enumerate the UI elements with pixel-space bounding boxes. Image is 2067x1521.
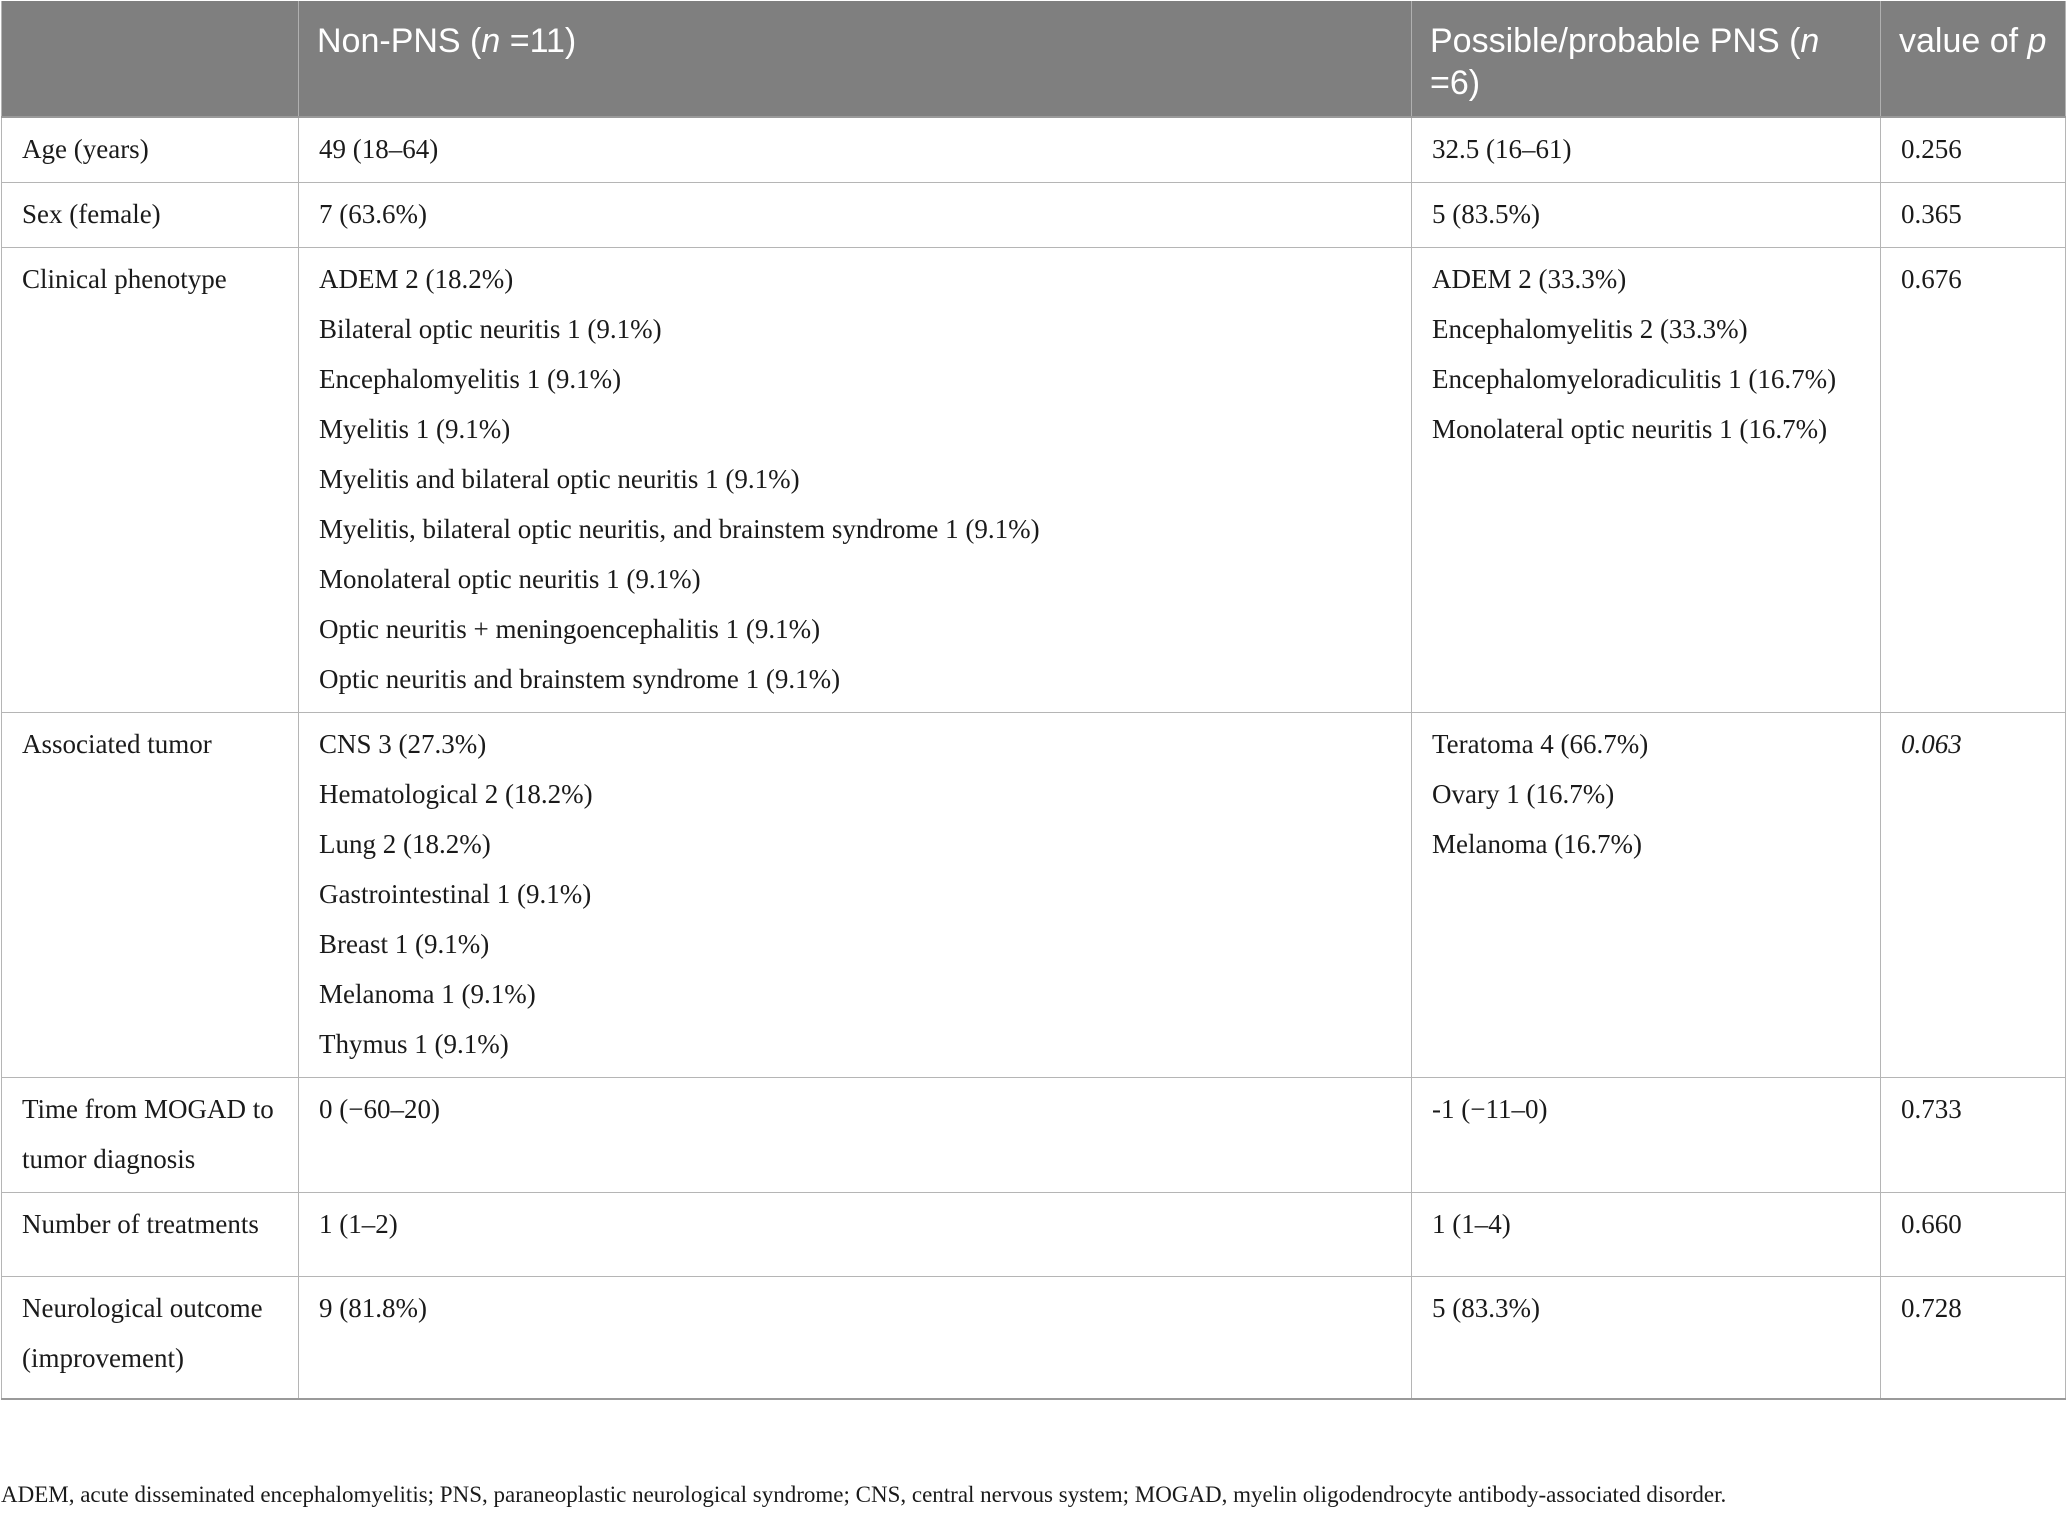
- pns-value: Monolateral optic neuritis 1 (16.7%): [1432, 414, 1828, 444]
- non-pns-value: Lung 2 (18.2%): [319, 829, 491, 859]
- pns-value: ADEM 2 (33.3%): [1432, 264, 1627, 294]
- pns-value: Teratoma 4 (66.7%): [1432, 729, 1649, 759]
- p-value-cell: 0.676: [1881, 248, 2066, 713]
- non-pns-cell: [299, 1078, 1412, 1193]
- header-pns: Possible/probable PNS (n =6): [1412, 1, 1881, 117]
- header-non-pns: Non-PNS (n =11): [299, 1, 1412, 117]
- row-label: Neurological outcome (improvement): [2, 1277, 299, 1399]
- non-pns-value: Melanoma 1 (9.1%): [319, 979, 536, 1009]
- pns-value: Ovary 1 (16.7%): [1432, 779, 1615, 809]
- non-pns-cell: [299, 183, 1412, 248]
- pns-value: 32.5 (16–61): [1432, 134, 1572, 164]
- p-value-cell: 0.256: [1881, 117, 2066, 183]
- pns-cell: [1412, 248, 1881, 713]
- p-value-cell: 0.728: [1881, 1277, 2066, 1399]
- non-pns-value: Optic neuritis and brainstem syndrome 1 (9.1%): [319, 664, 841, 694]
- non-pns-cell: [299, 117, 1412, 183]
- non-pns-cell: [299, 248, 1412, 713]
- pns-cell: [1412, 183, 1881, 248]
- pns-value: Melanoma (16.7%): [1432, 829, 1642, 859]
- pns-value: 5 (83.3%): [1432, 1293, 1540, 1323]
- row-label: Associated tumor: [2, 713, 299, 1078]
- table-footnote: ADEM, acute disseminated encephalomyelitis; PNS, paraneoplastic neurological syndrome; CNS, central nervous system; MOGAD, myelin oligodendrocyte antibody-associated disorder.: [1, 1482, 1727, 1507]
- table-row: [2, 713, 2066, 1078]
- pns-value: 1 (1–4): [1432, 1209, 1511, 1239]
- row-label: Number of treatments: [2, 1193, 299, 1277]
- non-pns-value: Breast 1 (9.1%): [319, 929, 490, 959]
- non-pns-cell: [299, 1193, 1412, 1277]
- header-empty: [2, 1, 299, 117]
- pns-value: -1 (−11–0): [1432, 1094, 1548, 1124]
- non-pns-value: 0 (−60–20): [319, 1094, 440, 1124]
- pns-cell: [1412, 1193, 1881, 1277]
- pns-value: Encephalomyeloradiculitis 1 (16.7%): [1432, 364, 1837, 394]
- non-pns-value: 9 (81.8%): [319, 1293, 427, 1323]
- non-pns-value: Thymus 1 (9.1%): [319, 1029, 509, 1059]
- row-label: Clinical phenotype: [2, 248, 299, 713]
- p-value-cell: 0.063: [1881, 713, 2066, 1078]
- pns-value: 5 (83.5%): [1432, 199, 1540, 229]
- non-pns-value: Gastrointestinal 1 (9.1%): [319, 879, 592, 909]
- non-pns-value: Monolateral optic neuritis 1 (9.1%): [319, 564, 701, 594]
- comparison-table-container: [1, 1, 2065, 1400]
- row-label: Sex (female): [2, 183, 299, 248]
- pns-cell: [1412, 1078, 1881, 1193]
- pns-cell: [1412, 117, 1881, 183]
- pns-cell: [1412, 1277, 1881, 1399]
- table-header-row: [2, 1, 2066, 117]
- table-row: [2, 1193, 2066, 1277]
- table-body: [2, 117, 2066, 1399]
- non-pns-value: Myelitis, bilateral optic neuritis, and brainstem syndrome 1 (9.1%): [319, 514, 1040, 544]
- row-label: Age (years): [2, 117, 299, 183]
- p-value-cell: 0.660: [1881, 1193, 2066, 1277]
- comparison-table: [1, 1, 2066, 1400]
- non-pns-cell: [299, 1277, 1412, 1399]
- table-row: [2, 1277, 2066, 1399]
- table-row: [2, 183, 2066, 248]
- p-value-cell: 0.733: [1881, 1078, 2066, 1193]
- row-label: Time from MOGAD to tumor diagnosis: [2, 1078, 299, 1193]
- non-pns-value: ADEM 2 (18.2%): [319, 264, 514, 294]
- non-pns-value: 7 (63.6%): [319, 199, 427, 229]
- non-pns-value: 1 (1–2): [319, 1209, 398, 1239]
- table-row: [2, 117, 2066, 183]
- non-pns-cell: [299, 713, 1412, 1078]
- pns-value: Encephalomyelitis 2 (33.3%): [1432, 314, 1748, 344]
- pns-cell: [1412, 713, 1881, 1078]
- non-pns-value: 49 (18–64): [319, 134, 439, 164]
- header-p-value: value of p: [1881, 1, 2066, 117]
- p-value-cell: 0.365: [1881, 183, 2066, 248]
- non-pns-value: Bilateral optic neuritis 1 (9.1%): [319, 314, 662, 344]
- non-pns-value: Myelitis 1 (9.1%): [319, 414, 511, 444]
- table-row: [2, 248, 2066, 713]
- table-row: [2, 1078, 2066, 1193]
- non-pns-value: Hematological 2 (18.2%): [319, 779, 593, 809]
- non-pns-value: Encephalomyelitis 1 (9.1%): [319, 364, 622, 394]
- non-pns-value: Myelitis and bilateral optic neuritis 1 (9.1%): [319, 464, 800, 494]
- non-pns-value: CNS 3 (27.3%): [319, 729, 487, 759]
- non-pns-value: Optic neuritis + meningoencephalitis 1 (9.1%): [319, 614, 821, 644]
